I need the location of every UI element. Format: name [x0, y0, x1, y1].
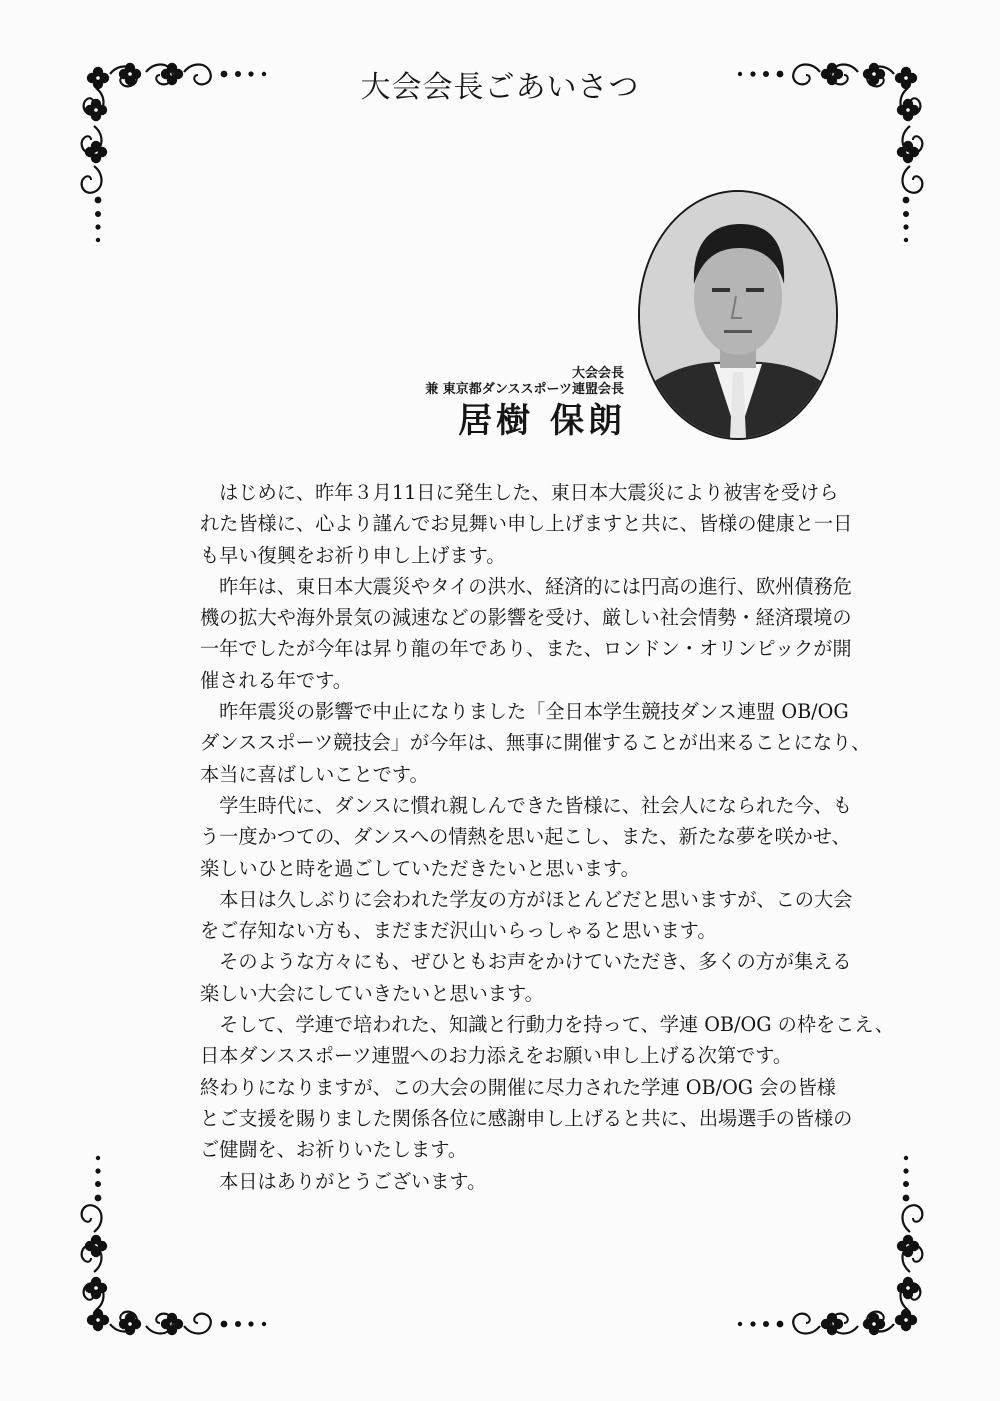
author-role-title: 大会会長: [571, 366, 624, 381]
body-line: はじめに、昨年３月11日に発生した、東日本大震災により被害を受けら: [200, 481, 839, 504]
body-line: 本当に喜ばしいことです。: [200, 762, 429, 786]
body-line: 学生時代に、ダンスに慣れ親しんできた皆様に、社会人になられた今、も: [200, 793, 852, 817]
body-line: 本日は久しぶりに会われた学友の方がほとんどだと思いますが、この大会: [200, 887, 853, 911]
body-line: 昨年は、東日本大震災やタイの洪水、経済的には円高の進行、欧州債務危: [200, 574, 852, 598]
author-name: 居樹 保朗: [458, 401, 626, 441]
body-line: ダンススポーツ競技会」が今年は、無事に開催することが出来ることになり、: [200, 731, 871, 755]
author-role-subtitle: 兼 東京都ダンススポーツ連盟会長: [425, 382, 624, 397]
greeting-body: [200, 477, 894, 1197]
body-line: 機の拡大や海外景気の減速などの影響を受け、厳しい社会情勢・経済環境の: [200, 606, 852, 630]
body-line: う一度かつての、ダンスへの情熱を思い起こし、また、新たな夢を咲かせ、: [200, 825, 851, 849]
body-line: 楽しいひと時を過ごしていただきたいと思います。: [200, 856, 640, 880]
body-line: ご健闘を、お祈りいたします。: [200, 1138, 468, 1162]
body-line: そして、学連で培われた、知識と行動力を持って、学連 OB/OG の枠をこえ、: [200, 1013, 894, 1037]
body-line: 終わりになりますが、この大会の開催に尽力された学連 OB/OG 会の皆様: [200, 1075, 836, 1099]
body-line: れた皆様に、心より謹んでお見舞い申し上げますと共に、皆様の健康と一日: [200, 512, 853, 536]
body-line: 催される年です。: [200, 668, 352, 692]
body-line: 楽しい大会にしていきたいと思います。: [200, 981, 544, 1005]
body-line: そのような方々にも、ぜひともお声をかけていただき、多くの方が集える: [200, 950, 852, 974]
body-line: 日本ダンススポーツ連盟へのお力添えをお願い申し上げる次第です。: [200, 1044, 793, 1068]
body-line: も早い復興をお祈り申し上げます。: [200, 543, 506, 567]
portrait-photo: [638, 190, 838, 440]
body-line: 昨年震災の影響で中止になりました「全日本学生競技ダンス連盟 OB/OG: [200, 700, 849, 724]
body-line: 本日はありがとうございます。: [200, 1169, 487, 1193]
page-title: 大会会長ごあいさつ: [360, 70, 640, 105]
body-line: 一年でしたが今年は昇り龍の年であり、また、ロンドン・オリンピックが開: [200, 637, 852, 661]
body-line: をご存知ない方も、まだまだ沢山いらっしゃると思います。: [200, 919, 717, 943]
clover-ornament-icon: [80, 58, 270, 248]
body-line: とご支援を賜りました関係各位に感謝申し上げると共に、出場選手の皆様の: [200, 1106, 853, 1130]
